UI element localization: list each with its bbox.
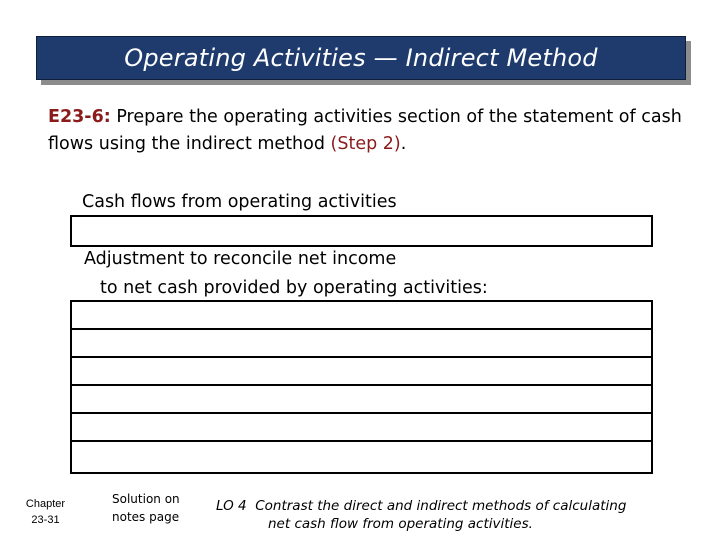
learning-objective xyxy=(216,497,716,533)
lo-prefix: LO 4 xyxy=(216,498,247,514)
slide-title: Operating Activities — Indirect Method xyxy=(124,44,598,72)
solution-note xyxy=(112,490,192,526)
chapter-label xyxy=(18,496,73,528)
notes-line-1: Solution on xyxy=(112,492,180,506)
adjustment-row-6 xyxy=(70,440,653,474)
chapter-page: 23-31 xyxy=(31,514,60,526)
adjustment-row-3 xyxy=(70,356,653,386)
title-bar xyxy=(36,36,686,80)
lo-line-1: Contrast the direct and indirect methods of calculating xyxy=(255,498,627,514)
notes-line-2: notes page xyxy=(112,510,180,524)
adjustment-row-1 xyxy=(70,300,653,330)
chapter-word: Chapter xyxy=(25,498,66,510)
adjustment-label-line2: to net cash provided by operating activities: xyxy=(100,278,488,298)
net-income-box xyxy=(70,215,653,247)
problem-code: E23-6: xyxy=(48,107,111,127)
adjustment-row-2 xyxy=(70,328,653,358)
adjustment-row-5 xyxy=(70,412,653,442)
adjustment-label-line1: Adjustment to reconcile net income xyxy=(84,249,397,269)
problem-text: Prepare the operating activities section of the statement of cash flows using the indirect method xyxy=(48,107,682,154)
problem-step: (Step 2) xyxy=(330,134,401,154)
problem-end: . xyxy=(400,134,407,154)
problem-statement xyxy=(48,104,698,158)
section-label: Cash flows from operating activities xyxy=(82,192,397,212)
adjustment-row-4 xyxy=(70,384,653,414)
lo-line-2: net cash flow from operating activities. xyxy=(268,516,533,532)
